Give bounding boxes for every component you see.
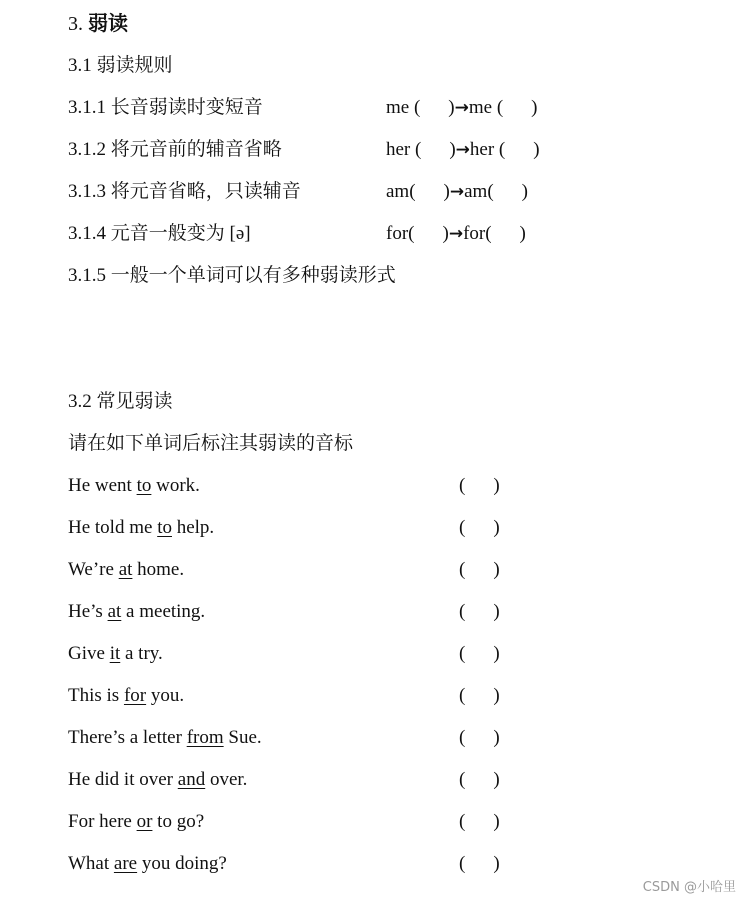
open-paren: ( (459, 727, 466, 748)
rule-label: 3.1.4 元音一般变为 [ə] (68, 223, 251, 244)
open-paren: ( (459, 853, 466, 874)
arrow-right-icon: → (449, 182, 465, 202)
answer-blank[interactable] (459, 810, 500, 834)
sentence-text: help. (171, 517, 215, 538)
exercise-instruction: 请在如下单词后标注其弱读的音标 (68, 433, 354, 454)
weak-form-word: at (118, 559, 133, 580)
close-paren: ) (493, 559, 500, 580)
rule-close-a: ) (442, 223, 449, 244)
open-paren: ( (459, 685, 466, 706)
sentence-text: Sue. (223, 727, 262, 748)
sentence-text: home. (132, 559, 185, 580)
rule-example (386, 180, 528, 204)
arrow-right-icon: → (448, 224, 464, 244)
rule-close-a: ) (449, 139, 456, 160)
section-3-title (68, 12, 128, 36)
sentence-text: a try. (120, 643, 163, 664)
open-paren: ( (459, 643, 466, 664)
sentence-text: He went (68, 475, 137, 496)
exercise-sentence (68, 516, 500, 540)
sentence-text: This is (68, 685, 124, 706)
sentence-text: a meeting. (121, 601, 206, 622)
exercise-sentence (68, 642, 500, 666)
sentence-text: to go? (152, 811, 205, 832)
weak-form-word: are (113, 853, 138, 874)
rule-close-a: ) (443, 181, 450, 202)
sentence-text: He’s (68, 601, 108, 622)
section-3-number: 3. (68, 13, 83, 35)
arrow-right-icon: → (454, 98, 469, 118)
close-paren: ) (493, 853, 500, 874)
answer-blank[interactable] (459, 642, 500, 666)
weak-form-word: or (136, 811, 153, 832)
rule-word-a: her ( (386, 139, 422, 160)
weak-form-word: and (177, 769, 206, 790)
sentence-text: you doing? (137, 853, 227, 874)
rule-label: 3.1.1 长音弱读时变短音 (68, 97, 263, 118)
open-paren: ( (459, 559, 466, 580)
sentence-text: There’s a letter (68, 727, 187, 748)
close-paren: ) (493, 769, 500, 790)
answer-blank[interactable] (459, 852, 500, 876)
rule-row (68, 180, 528, 204)
weak-form-word: it (109, 643, 121, 664)
section-32-heading: 3.2 常见弱读 (68, 391, 173, 412)
close-paren: ) (493, 517, 500, 538)
answer-blank[interactable] (459, 726, 500, 750)
sentence-text: What (68, 853, 114, 874)
rule-row (68, 222, 526, 246)
weak-form-word: from (186, 727, 224, 748)
rule-close-b: ) (519, 223, 526, 244)
exercise-sentence (68, 852, 500, 876)
sentence-text: For here (68, 811, 137, 832)
sentence-text: Give (68, 643, 110, 664)
rule-example (386, 138, 540, 162)
section-3-title-text: 弱读 (88, 13, 128, 35)
rule-example (386, 96, 538, 120)
rule-note: 3.1.5 一般一个单词可以有多种弱读形式 (68, 265, 396, 286)
sentence-text: We’re (68, 559, 119, 580)
rule-word-b: her ( (469, 139, 506, 160)
weak-form-word: to (157, 517, 172, 538)
open-paren: ( (459, 769, 466, 790)
rule-row (68, 138, 540, 162)
open-paren: ( (459, 475, 466, 496)
open-paren: ( (459, 601, 466, 622)
rule-word-b: am( (464, 181, 494, 202)
rule-close-b: ) (533, 139, 540, 160)
arrow-right-icon: → (455, 140, 470, 160)
rule-word-a: am( (386, 181, 416, 202)
rule-word-a: me ( (386, 97, 421, 118)
sentence-text: you. (146, 685, 185, 706)
answer-blank[interactable] (459, 768, 500, 792)
exercise-sentence (68, 810, 500, 834)
exercise-sentence (68, 726, 500, 750)
weak-form-word: to (136, 475, 152, 496)
close-paren: ) (493, 685, 500, 706)
sentence-text: He told me (68, 517, 158, 538)
rule-word-b: me ( (468, 97, 504, 118)
answer-blank[interactable] (459, 600, 500, 624)
rule-example (386, 222, 526, 246)
exercise-sentence (68, 558, 500, 582)
close-paren: ) (493, 601, 500, 622)
sentence-text: work. (151, 475, 200, 496)
weak-form-word: at (107, 601, 122, 622)
rule-close-b: ) (521, 181, 528, 202)
close-paren: ) (493, 643, 500, 664)
answer-blank[interactable] (459, 516, 500, 540)
close-paren: ) (493, 727, 500, 748)
rule-close-b: ) (531, 97, 538, 118)
exercise-sentence (68, 684, 500, 708)
rule-word-a: for( (386, 223, 415, 244)
section-31-heading: 3.1 弱读规则 (68, 55, 173, 76)
watermark: CSDN @小哈里 (642, 880, 736, 895)
rule-row (68, 96, 538, 120)
weak-form-word: for (123, 685, 147, 706)
answer-blank[interactable] (459, 558, 500, 582)
close-paren: ) (493, 475, 500, 496)
sentence-text: He did it over (68, 769, 178, 790)
sentence-text: over. (205, 769, 248, 790)
exercise-sentence (68, 474, 500, 498)
exercise-sentence (68, 768, 500, 792)
rule-label: 3.1.2 将元音前的辅音省略 (68, 139, 282, 160)
open-paren: ( (459, 517, 466, 538)
answer-blank[interactable] (459, 684, 500, 708)
open-paren: ( (459, 811, 466, 832)
rule-label: 3.1.3 将元音省略，只读辅音 (68, 181, 301, 202)
answer-blank[interactable] (459, 474, 500, 498)
close-paren: ) (493, 811, 500, 832)
rule-close-a: ) (448, 97, 455, 118)
rule-word-b: for( (463, 223, 492, 244)
exercise-sentence (68, 600, 500, 624)
